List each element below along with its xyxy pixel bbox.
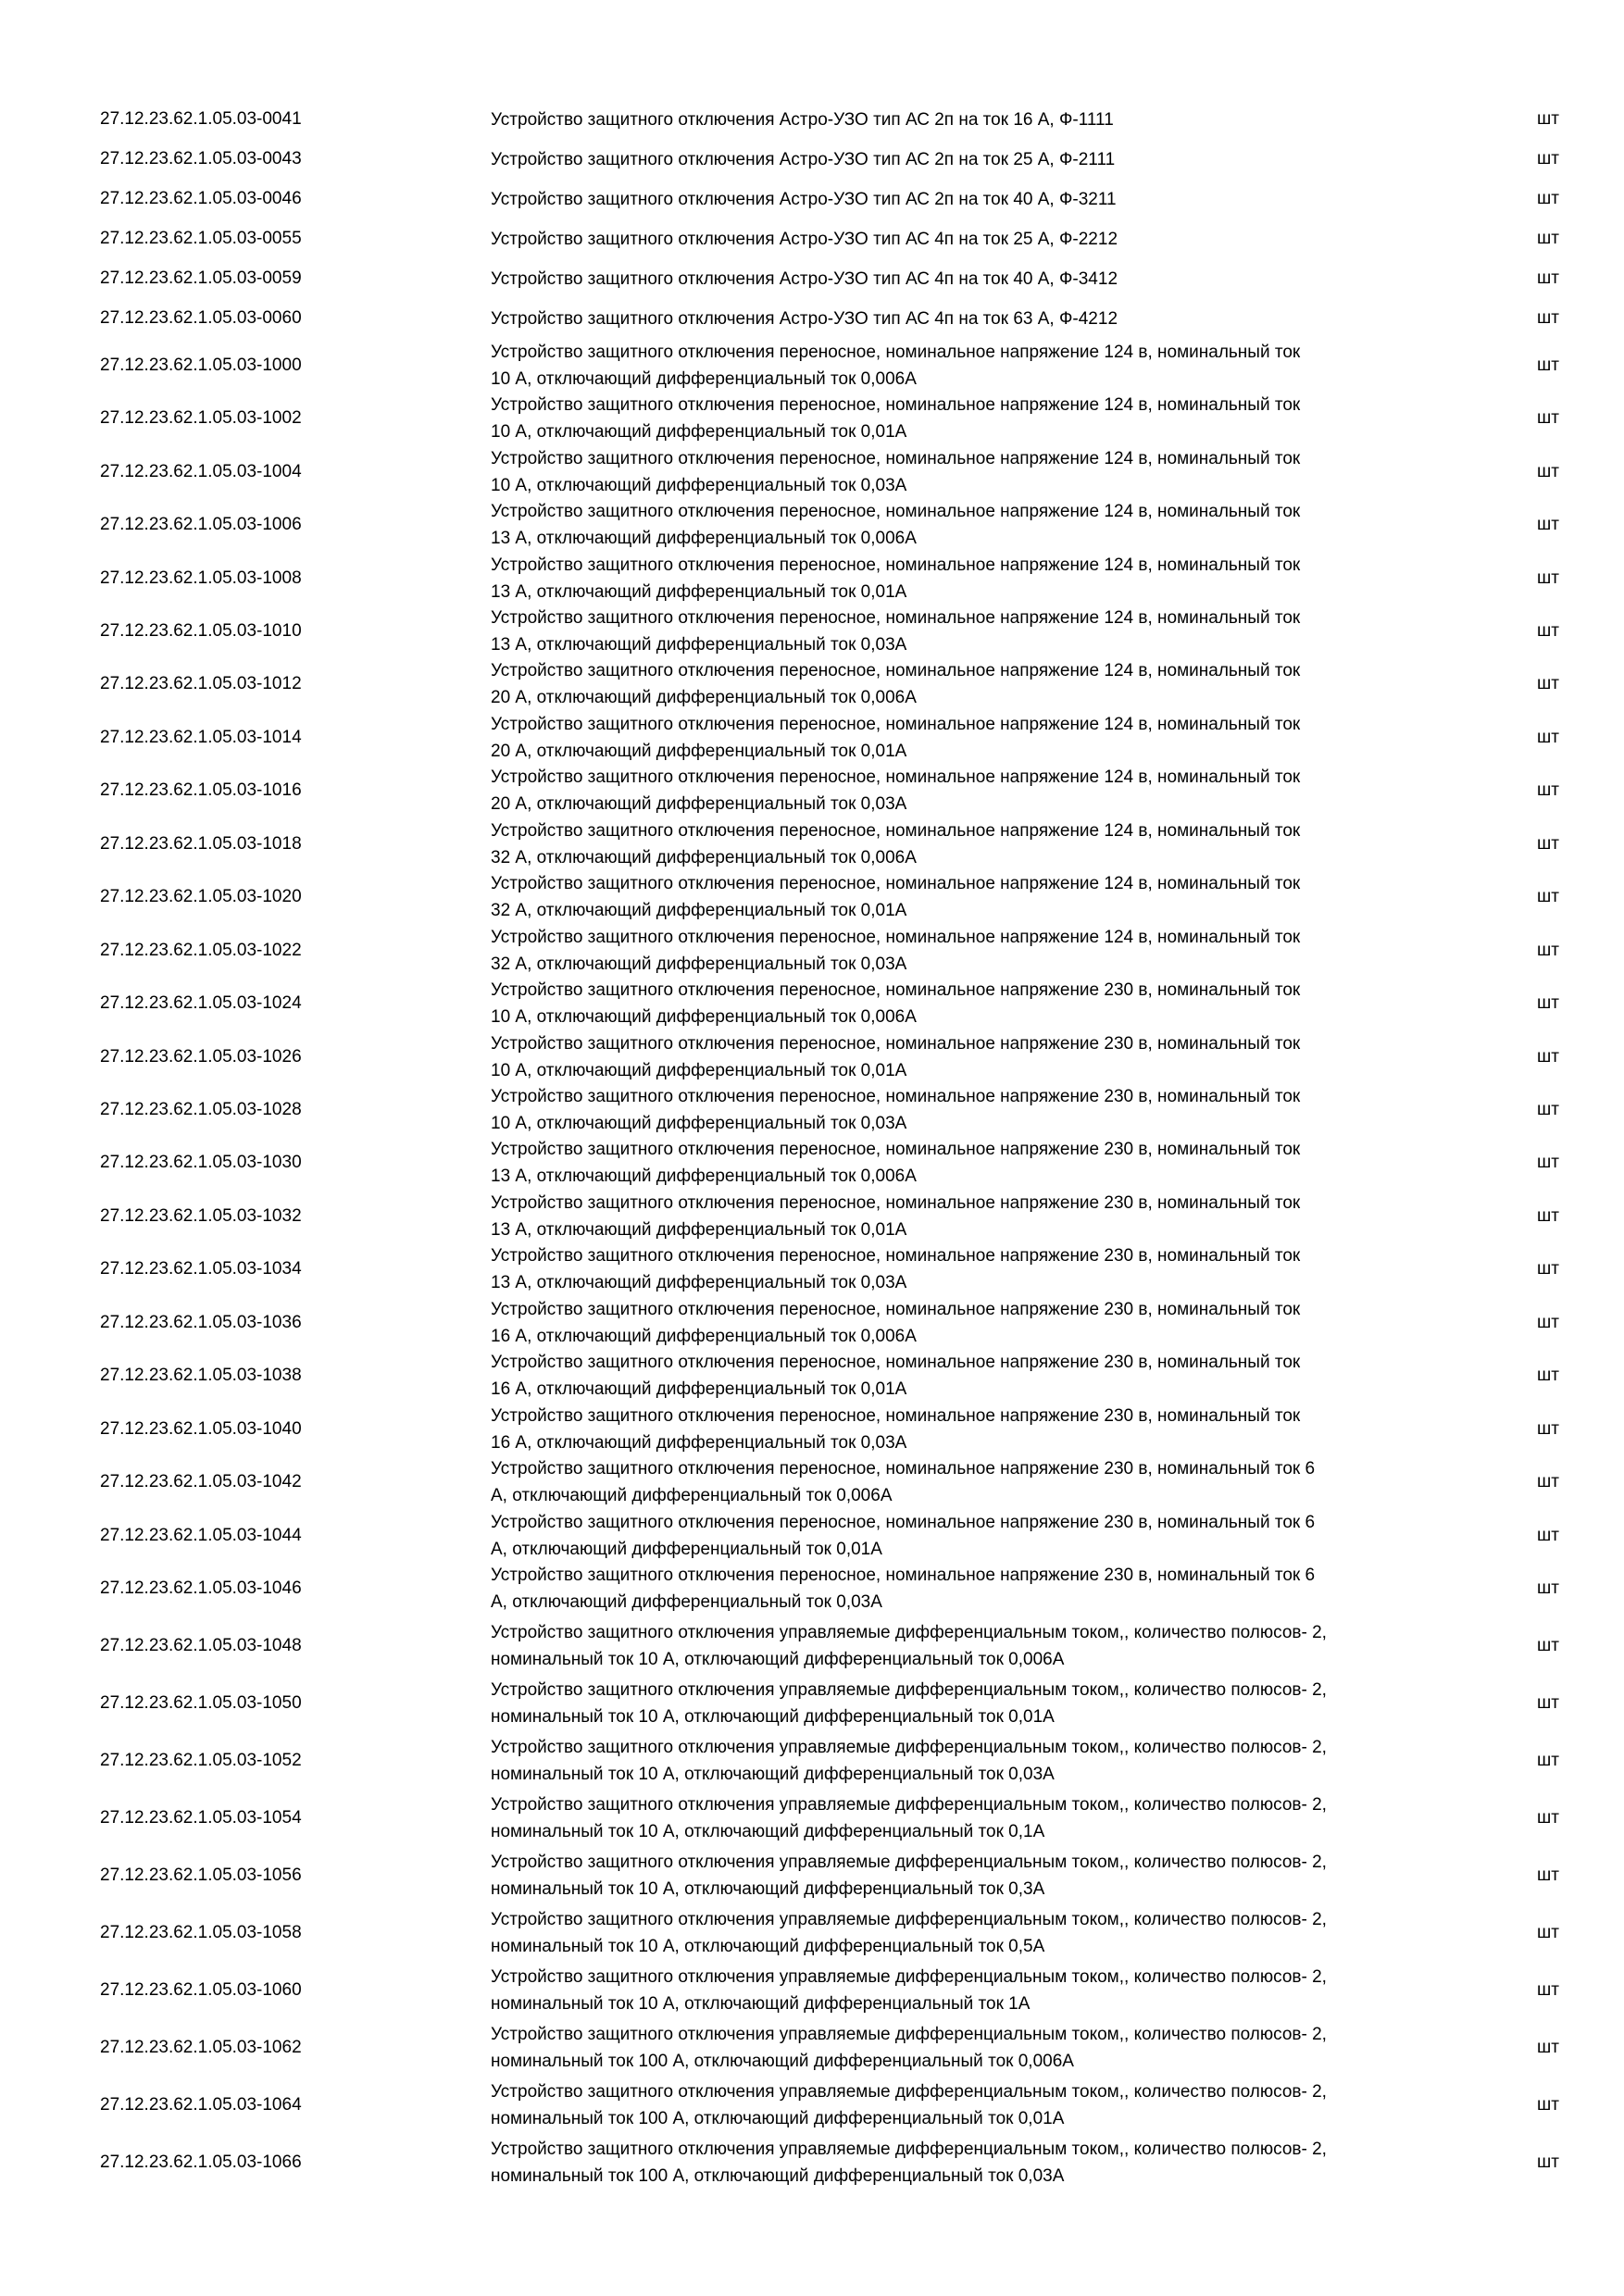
- item-code: 27.12.23.62.1.05.03-0043: [100, 149, 302, 168]
- item-code: 27.12.23.62.1.05.03-1048: [100, 1636, 302, 1655]
- item-code: 27.12.23.62.1.05.03-0060: [100, 308, 302, 328]
- item-description: [491, 924, 1472, 978]
- item-description: [491, 711, 1472, 765]
- item-unit: шт: [1537, 887, 1559, 906]
- item-code: 27.12.23.62.1.05.03-1022: [100, 941, 302, 960]
- item-unit: шт: [1537, 993, 1559, 1013]
- item-description: [491, 2021, 1472, 2075]
- item-description: [491, 817, 1472, 871]
- item-description: [491, 1906, 1472, 1960]
- item-unit: шт: [1537, 1808, 1559, 1828]
- item-code: 27.12.23.62.1.05.03-0055: [100, 229, 302, 248]
- item-description: [491, 1734, 1472, 1788]
- item-code: 27.12.23.62.1.05.03-1034: [100, 1259, 302, 1279]
- item-code: 27.12.23.62.1.05.03-1064: [100, 2095, 302, 2115]
- item-unit: шт: [1537, 621, 1559, 641]
- item-description-line: Устройство защитного отключения переносное, номинальное напряжение 230 в, номинальный ток: [491, 980, 1301, 1000]
- item-unit: шт: [1537, 356, 1559, 375]
- item-description-line: 10 А, отключающий дифференциальный ток 0,006А: [491, 1007, 917, 1027]
- item-description-line: Устройство защитного отключения переносное, номинальное напряжение 124 в, номинальный ток: [491, 874, 1301, 893]
- item-description: [491, 657, 1472, 711]
- item-description: [491, 1791, 1472, 1845]
- item-unit: шт: [1537, 834, 1559, 854]
- item-unit: шт: [1537, 1313, 1559, 1332]
- item-description: [491, 392, 1472, 445]
- item-description: [491, 106, 1472, 133]
- item-description-line: А, отключающий дифференциальный ток 0,03А: [491, 1592, 882, 1612]
- item-description-line: Устройство защитного отключения переносное, номинальное напряжение 230 в, номинальный ток: [491, 1353, 1301, 1372]
- item-description-line: Устройство защитного отключения переносное, номинальное напряжение 124 в, номинальный ток: [491, 928, 1301, 947]
- item-description-line: Устройство защитного отключения Астро-УЗО тип АС 4п на ток 63 А, Ф-4212: [491, 308, 1118, 329]
- item-description-line: Устройство защитного отключения переносное, номинальное напряжение 124 в, номинальный ток: [491, 608, 1301, 628]
- item-unit: шт: [1537, 515, 1559, 534]
- item-unit: шт: [1537, 1366, 1559, 1385]
- item-unit: шт: [1537, 2038, 1559, 2057]
- item-unit: шт: [1537, 189, 1559, 208]
- item-description-line: Устройство защитного отключения переносное, номинальное напряжение 124 в, номинальный ток: [491, 661, 1301, 680]
- item-description-line: Устройство защитного отключения переносное, номинальное напряжение 230 в, номинальный ток: [491, 1034, 1301, 1054]
- item-description: [491, 1030, 1472, 1084]
- item-description: [491, 1083, 1472, 1137]
- item-description: [491, 1455, 1472, 1509]
- item-description-line: Устройство защитного отключения переносное, номинальное напряжение 124 в, номинальный ток: [491, 502, 1301, 521]
- item-code: 27.12.23.62.1.05.03-0046: [100, 189, 302, 208]
- item-code: 27.12.23.62.1.05.03-1010: [100, 621, 302, 641]
- item-description: [491, 764, 1472, 817]
- item-unit: шт: [1537, 462, 1559, 481]
- item-code: 27.12.23.62.1.05.03-1054: [100, 1808, 302, 1828]
- item-description-line: Устройство защитного отключения переносное, номинальное напряжение 230 в, номинальный ток: [491, 1193, 1301, 1213]
- item-description: [491, 445, 1472, 499]
- item-description: [491, 552, 1472, 605]
- item-description-line: Устройство защитного отключения переносное, номинальное напряжение 124 в, номинальный ток: [491, 343, 1301, 362]
- item-unit: шт: [1537, 1100, 1559, 1119]
- item-code: 27.12.23.62.1.05.03-1058: [100, 1923, 302, 1942]
- item-code: 27.12.23.62.1.05.03-1012: [100, 674, 302, 693]
- item-unit: шт: [1537, 728, 1559, 747]
- item-unit: шт: [1537, 1419, 1559, 1439]
- item-description: [491, 977, 1472, 1030]
- item-description: [491, 339, 1472, 393]
- item-description-line: номинальный ток 10 А, отключающий дифференциальный ток 0,01А: [491, 1707, 1055, 1727]
- item-description-line: номинальный ток 10 А, отключающий дифференциальный ток 0,1А: [491, 1822, 1045, 1841]
- item-description-line: 10 А, отключающий дифференциальный ток 0,03А: [491, 476, 907, 495]
- item-description-line: 16 А, отключающий дифференциальный ток 0,01А: [491, 1379, 907, 1399]
- item-unit: шт: [1537, 2152, 1559, 2172]
- item-code: 27.12.23.62.1.05.03-1036: [100, 1313, 302, 1332]
- item-code: 27.12.23.62.1.05.03-1002: [100, 408, 302, 428]
- item-description-line: Устройство защитного отключения Астро-УЗО тип АС 4п на ток 25 А, Ф-2212: [491, 229, 1118, 249]
- item-description-line: Устройство защитного отключения Астро-УЗО тип АС 4п на ток 40 А, Ф-3412: [491, 268, 1118, 289]
- item-description-line: Устройство защитного отключения управляемые дифференциальным током,, количество полюсов- 2,: [491, 2140, 1327, 2159]
- item-description-line: А, отключающий дифференциальный ток 0,01А: [491, 1540, 882, 1559]
- item-description-line: Устройство защитного отключения переносное, номинальное напряжение 124 в, номинальный ток: [491, 449, 1301, 468]
- item-description-line: Устройство защитного отключения Астро-УЗО тип АС 2п на ток 40 А, Ф-3211: [491, 189, 1117, 209]
- item-description: [491, 498, 1472, 552]
- item-description: [491, 1619, 1472, 1673]
- item-code: 27.12.23.62.1.05.03-1000: [100, 356, 302, 375]
- item-description: [491, 1190, 1472, 1243]
- item-description-line: Устройство защитного отключения управляемые дифференциальным током,, количество полюсов- 2,: [491, 2025, 1327, 2044]
- item-description: [491, 1403, 1472, 1456]
- item-unit: шт: [1537, 1578, 1559, 1598]
- item-description-line: Устройство защитного отключения переносное, номинальное напряжение 124 в, номинальный ток: [491, 767, 1301, 787]
- item-description: [491, 1242, 1472, 1296]
- item-unit: шт: [1537, 408, 1559, 428]
- item-code: 27.12.23.62.1.05.03-1016: [100, 780, 302, 800]
- item-description-line: Устройство защитного отключения управляемые дифференциальным током,, количество полюсов- 2,: [491, 1853, 1327, 1872]
- item-unit: шт: [1537, 1636, 1559, 1655]
- item-code: 27.12.23.62.1.05.03-1060: [100, 1980, 302, 2000]
- item-description: [491, 186, 1472, 213]
- item-unit: шт: [1537, 674, 1559, 693]
- item-description-line: Устройство защитного отключения переносное, номинальное напряжение 124 в, номинальный ток: [491, 821, 1301, 841]
- item-description-line: номинальный ток 10 А, отключающий дифференциальный ток 0,5А: [491, 1937, 1045, 1956]
- item-code: 27.12.23.62.1.05.03-1020: [100, 887, 302, 906]
- item-code: 27.12.23.62.1.05.03-1030: [100, 1153, 302, 1172]
- item-description: [491, 1509, 1472, 1563]
- item-description: [491, 1349, 1472, 1403]
- item-description-line: 10 А, отключающий дифференциальный ток 0,01А: [491, 422, 907, 442]
- item-unit: шт: [1537, 1153, 1559, 1172]
- item-description-line: 13 А, отключающий дифференциальный ток 0,01А: [491, 1220, 907, 1240]
- item-description: [491, 226, 1472, 253]
- item-description: [491, 2136, 1472, 2190]
- item-code: 27.12.23.62.1.05.03-1056: [100, 1866, 302, 1885]
- item-description-line: 20 А, отключающий дифференциальный ток 0,006А: [491, 688, 917, 707]
- item-description-line: Устройство защитного отключения управляемые дифференциальным током,, количество полюсов- 2,: [491, 1795, 1327, 1815]
- item-description-line: 20 А, отключающий дифференциальный ток 0,01А: [491, 742, 907, 761]
- item-unit: шт: [1537, 1047, 1559, 1067]
- item-description-line: Устройство защитного отключения переносное, номинальное напряжение 230 в, номинальный ток: [491, 1300, 1301, 1319]
- item-description-line: Устройство защитного отключения переносное, номинальное напряжение 230 в, номинальный ток: [491, 1140, 1301, 1159]
- item-description: [491, 1677, 1472, 1730]
- item-description-line: 13 А, отключающий дифференциальный ток 0,006А: [491, 1167, 917, 1186]
- item-code: 27.12.23.62.1.05.03-1008: [100, 568, 302, 588]
- item-description-line: Устройство защитного отключения Астро-УЗО тип АС 2п на ток 16 А, Ф-1111: [491, 109, 1114, 130]
- item-description: [491, 306, 1472, 332]
- item-description-line: номинальный ток 10 А, отключающий дифференциальный ток 0,03А: [491, 1765, 1055, 1784]
- item-description-line: номинальный ток 100 А, отключающий дифференциальный ток 0,006А: [491, 2052, 1074, 2071]
- item-unit: шт: [1537, 308, 1559, 328]
- item-description-line: Устройство защитного отключения управляемые дифференциальным током,, количество полюсов- 2,: [491, 1738, 1327, 1757]
- item-unit: шт: [1537, 229, 1559, 248]
- item-description-line: 13 А, отключающий дифференциальный ток 0,03А: [491, 635, 907, 655]
- item-code: 27.12.23.62.1.05.03-1014: [100, 728, 302, 747]
- item-description: [491, 605, 1472, 658]
- item-code: 27.12.23.62.1.05.03-0041: [100, 109, 302, 129]
- item-description-line: 10 А, отключающий дифференциальный ток 0,03А: [491, 1114, 907, 1133]
- item-code: 27.12.23.62.1.05.03-1038: [100, 1366, 302, 1385]
- item-description: [491, 1136, 1472, 1190]
- item-description-line: Устройство защитного отключения переносное, номинальное напряжение 230 в, номинальный ток: [491, 1087, 1301, 1106]
- item-description-line: Устройство защитного отключения переносное, номинальное напряжение 230 в, номинальный ток 6: [491, 1566, 1316, 1585]
- item-unit: шт: [1537, 1259, 1559, 1279]
- item-description: [491, 2078, 1472, 2132]
- item-description-line: Устройство защитного отключения управляемые дифференциальным током,, количество полюсов- 2,: [491, 2082, 1327, 2102]
- item-description-line: 32 А, отключающий дифференциальный ток 0,006А: [491, 848, 917, 867]
- item-code: 27.12.23.62.1.05.03-1004: [100, 462, 302, 481]
- item-description-line: 13 А, отключающий дифференциальный ток 0,03А: [491, 1273, 907, 1292]
- item-description: [491, 1849, 1472, 1903]
- item-description-line: 32 А, отключающий дифференциальный ток 0,03А: [491, 955, 907, 974]
- item-description-line: 20 А, отключающий дифференциальный ток 0,03А: [491, 794, 907, 814]
- item-description-line: 16 А, отключающий дифференциальный ток 0,03А: [491, 1433, 907, 1453]
- item-unit: шт: [1537, 1980, 1559, 2000]
- item-description-line: Устройство защитного отключения переносное, номинальное напряжение 124 в, номинальный ток: [491, 395, 1301, 415]
- item-description-line: 16 А, отключающий дифференциальный ток 0,006А: [491, 1327, 917, 1346]
- item-description-line: Устройство защитного отключения переносное, номинальное напряжение 230 в, номинальный ток 6: [491, 1459, 1316, 1479]
- item-unit: шт: [1537, 149, 1559, 168]
- item-description: [491, 1296, 1472, 1350]
- item-description-line: Устройство защитного отключения управляемые дифференциальным током,, количество полюсов- 2,: [491, 1623, 1327, 1642]
- item-description-line: Устройство защитного отключения переносное, номинальное напряжение 124 в, номинальный ток: [491, 715, 1301, 734]
- item-code: 27.12.23.62.1.05.03-0059: [100, 268, 302, 288]
- item-unit: шт: [1537, 109, 1559, 129]
- item-code: 27.12.23.62.1.05.03-1032: [100, 1206, 302, 1226]
- item-code: 27.12.23.62.1.05.03-1052: [100, 1751, 302, 1770]
- item-code: 27.12.23.62.1.05.03-1026: [100, 1047, 302, 1067]
- item-description-line: Устройство защитного отключения управляемые дифференциальным током,, количество полюсов- 2,: [491, 1967, 1327, 1987]
- item-description-line: Устройство защитного отключения переносное, номинальное напряжение 124 в, номинальный ток: [491, 555, 1301, 575]
- item-unit: шт: [1537, 1923, 1559, 1942]
- item-code: 27.12.23.62.1.05.03-1044: [100, 1526, 302, 1545]
- item-description-line: 13 А, отключающий дифференциальный ток 0,006А: [491, 529, 917, 548]
- item-description-line: Устройство защитного отключения переносное, номинальное напряжение 230 в, номинальный ток: [491, 1406, 1301, 1426]
- item-description-line: Устройство защитного отключения Астро-УЗО тип АС 2п на ток 25 А, Ф-2111: [491, 149, 1116, 169]
- item-description-line: Устройство защитного отключения управляемые дифференциальным током,, количество полюсов- 2,: [491, 1680, 1327, 1700]
- item-description: [491, 146, 1472, 173]
- item-unit: шт: [1537, 1206, 1559, 1226]
- item-description-line: 10 А, отключающий дифференциальный ток 0,006А: [491, 369, 917, 389]
- item-unit: шт: [1537, 1526, 1559, 1545]
- item-code: 27.12.23.62.1.05.03-1024: [100, 993, 302, 1013]
- item-unit: шт: [1537, 2095, 1559, 2115]
- item-description: [491, 266, 1472, 293]
- item-description-line: номинальный ток 100 А, отключающий дифференциальный ток 0,01А: [491, 2109, 1065, 2128]
- item-description-line: 32 А, отключающий дифференциальный ток 0,01А: [491, 901, 907, 920]
- item-unit: шт: [1537, 1472, 1559, 1491]
- item-code: 27.12.23.62.1.05.03-1040: [100, 1419, 302, 1439]
- item-description-line: 10 А, отключающий дифференциальный ток 0,01А: [491, 1061, 907, 1080]
- item-description-line: Устройство защитного отключения переносное, номинальное напряжение 230 в, номинальный ток 6: [491, 1513, 1316, 1532]
- item-description-line: номинальный ток 10 А, отключающий дифференциальный ток 0,006А: [491, 1650, 1065, 1669]
- item-code: 27.12.23.62.1.05.03-1028: [100, 1100, 302, 1119]
- item-code: 27.12.23.62.1.05.03-1018: [100, 834, 302, 854]
- item-description-line: номинальный ток 10 А, отключающий дифференциальный ток 0,3А: [491, 1879, 1045, 1899]
- item-unit: шт: [1537, 1751, 1559, 1770]
- item-unit: шт: [1537, 1693, 1559, 1713]
- item-unit: шт: [1537, 941, 1559, 960]
- item-code: 27.12.23.62.1.05.03-1042: [100, 1472, 302, 1491]
- item-description-line: номинальный ток 10 А, отключающий дифференциальный ток 1А: [491, 1994, 1031, 2014]
- item-description: [491, 870, 1472, 924]
- item-unit: шт: [1537, 780, 1559, 800]
- item-description-line: Устройство защитного отключения управляемые дифференциальным током,, количество полюсов- 2,: [491, 1910, 1327, 1929]
- item-code: 27.12.23.62.1.05.03-1066: [100, 2152, 302, 2172]
- item-unit: шт: [1537, 268, 1559, 288]
- item-code: 27.12.23.62.1.05.03-1050: [100, 1693, 302, 1713]
- item-description-line: номинальный ток 100 А, отключающий дифференциальный ток 0,03А: [491, 2166, 1065, 2186]
- item-unit: шт: [1537, 568, 1559, 588]
- item-description: [491, 1562, 1472, 1616]
- item-unit: шт: [1537, 1866, 1559, 1885]
- item-code: 27.12.23.62.1.05.03-1046: [100, 1578, 302, 1598]
- item-code: 27.12.23.62.1.05.03-1006: [100, 515, 302, 534]
- item-code: 27.12.23.62.1.05.03-1062: [100, 2038, 302, 2057]
- item-description: [491, 1964, 1472, 2017]
- item-description-line: Устройство защитного отключения переносное, номинальное напряжение 230 в, номинальный ток: [491, 1246, 1301, 1266]
- item-description-line: А, отключающий дифференциальный ток 0,006А: [491, 1486, 893, 1505]
- item-description-line: 13 А, отключающий дифференциальный ток 0,01А: [491, 582, 907, 602]
